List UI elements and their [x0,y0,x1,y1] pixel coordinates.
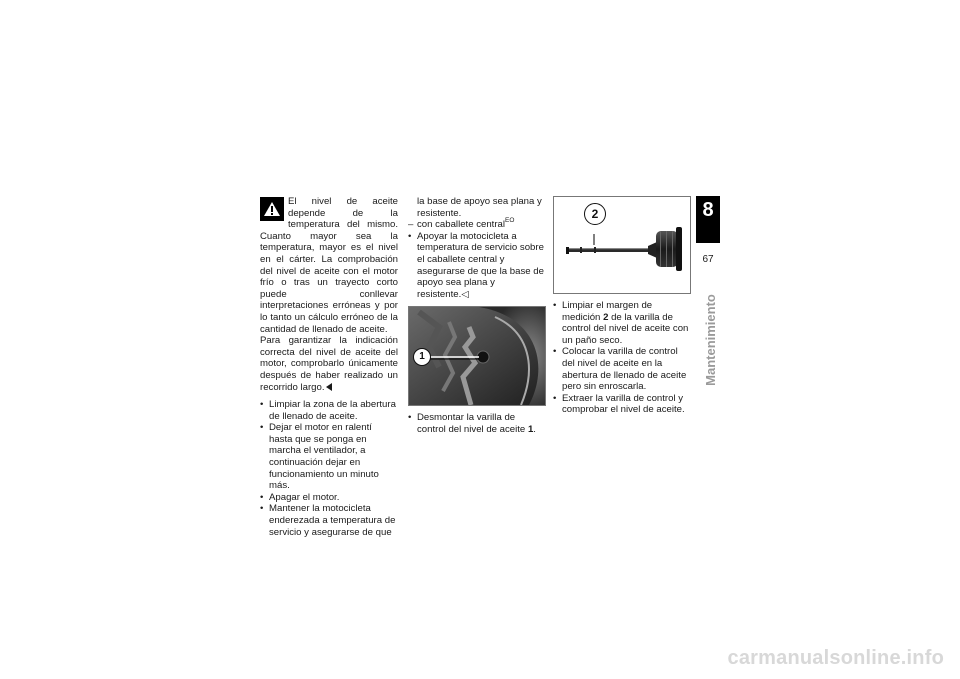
bullet-list-2b [408,412,546,435]
callout-2: 2 [584,203,606,225]
list-item: • Limpiar la zona de la abertura de llenado de aceite. [260,399,398,422]
photo-dipstick-drawing [554,197,690,293]
list-item: • Limpiar el margen de medición 2 de la varilla de control del nivel de aceite con un paño seco. [553,300,691,346]
warning-text: El nivel de aceite depende de la temperatura del mismo. Cuanto mayor sea la temperatura, mayor es el nivel en el cárter. La comprobación del nivel de aceite con el motor frío o tras un trayecto corto puede conllevar interpretaciones erróneas y por lo tanto un cálculo erróneo de la cantidad de llenado de aceite. [260,196,398,335]
callout-1: 1 [413,348,431,366]
section-end-icon [326,383,332,391]
chapter-tab [696,196,720,243]
watermark: carmanualsonline.info [727,647,944,670]
bullet-list-2a [408,231,546,301]
list-item: • Mantener la motocicleta enderezada a temperatura de servicio y asegurarse de que [260,503,398,538]
list-item: • Extraer la varilla de control y comprobar el nivel de aceite. [553,393,691,416]
bullet-list-3 [553,300,691,416]
list-item: • Desmontar la varilla de control del nivel de aceite 1. [408,412,546,435]
list-item: • Colocar la varilla de control del nivel de aceite en la abertura de llenado de aceite pero sin enroscarla. [553,346,691,392]
bullet-list-1 [260,399,398,538]
equipment-code: EO [505,217,515,225]
dash-item: – con caballete central$^{EO}$ [408,219,546,231]
continued-text: la base de apoyo sea plana y resistente. [417,196,542,219]
intro-text: Para garantizar la indicación correcta del nivel de aceite del motor, comprobarlo únicamente después de haber realizado un recorrido largo. [260,335,398,393]
chapter-number: 8 [702,199,714,221]
column-3 [553,196,691,416]
photo-oil-filler [408,306,546,406]
chapter-title: Mantenimiento [703,294,719,386]
warning-block [260,196,398,335]
column-1 [260,196,398,538]
end-mark: ◁ [461,288,469,300]
page-number: 67 [702,254,714,265]
warning-icon [260,197,284,221]
list-item: • Apoyar la motocicleta a temperatura de servicio sobre el caballete central y asegurarse de que la base de apoyo sea plana y resistente.◁ [408,231,546,301]
list-item: • Apagar el motor. [260,492,398,504]
column-2 [408,196,546,436]
list-item: • Dejar el motor en ralentí hasta que se ponga en marcha el ventilador, a continuación dejar en funcionamiento un minuto más. [260,422,398,492]
photo-dipstick [553,196,691,294]
